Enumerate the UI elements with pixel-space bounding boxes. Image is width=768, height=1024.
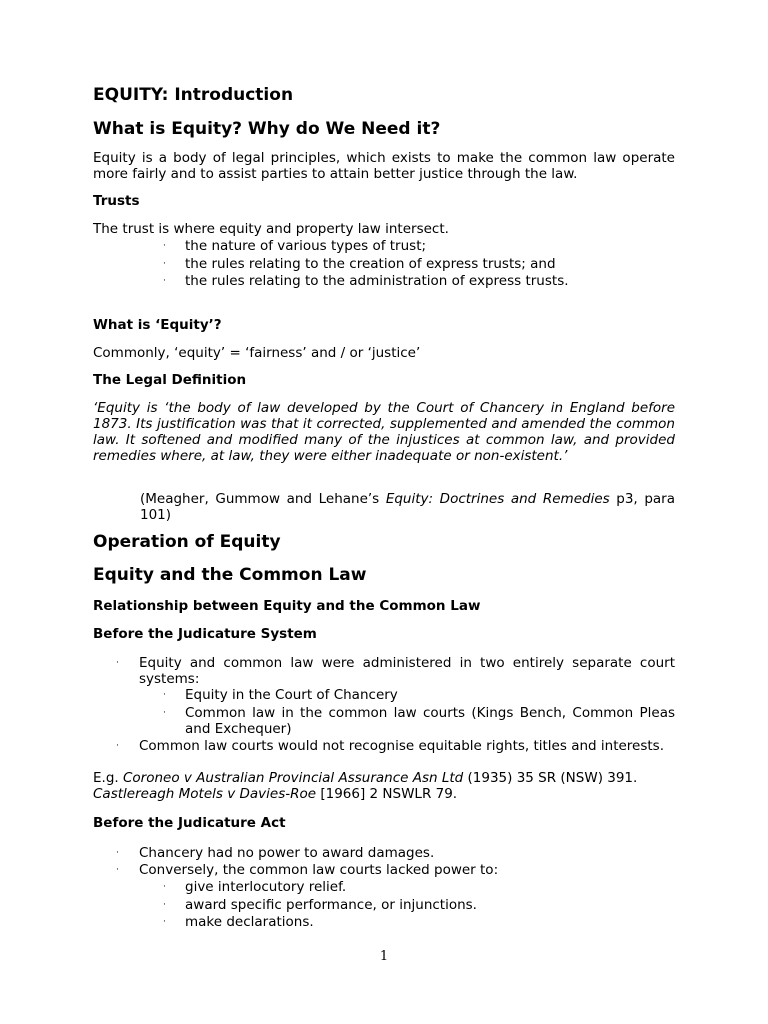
citation-post: p3, para 101) xyxy=(140,491,675,523)
bullet-icon: · xyxy=(163,900,166,910)
trusts-heading: Trusts xyxy=(93,193,140,209)
citation-book: Equity: Doctrines and Remedies xyxy=(385,491,610,507)
list-item: make declarations. xyxy=(185,914,314,930)
bullet-icon: · xyxy=(116,865,119,875)
list-item: the rules relating to the administration of express trusts. xyxy=(185,273,569,289)
bullet-icon: · xyxy=(163,917,166,927)
example-line-2 xyxy=(93,786,675,802)
bullet-icon: · xyxy=(163,241,166,251)
case-citation: [1966] 2 NSWLR 79. xyxy=(316,786,458,802)
what-is-equity-text: Commonly, ‘equity’ = ‘fairness’ and / or ‘justice’ xyxy=(93,345,421,361)
before-judicature-system-heading: Before the Judicature System xyxy=(93,626,317,642)
before-judicature-act-heading: Before the Judicature Act xyxy=(93,815,286,831)
list-item: Common law in the common law courts (Kings Bench, Common Pleas and Exchequer) xyxy=(185,705,675,737)
bullet-icon: · xyxy=(163,276,166,286)
bullet-icon: · xyxy=(116,658,119,668)
heading-what-is-equity: What is Equity? Why do We Need it? xyxy=(93,119,441,139)
case-name: Castlereagh Motels v Davies-Roe xyxy=(93,786,317,802)
legal-definition-heading: The Legal Definition xyxy=(93,372,247,388)
list-item: Common law courts would not recognise equitable rights, titles and interests. xyxy=(139,738,664,754)
what-is-equity-heading: What is ‘Equity’? xyxy=(93,317,222,333)
bullet-icon: · xyxy=(163,259,166,269)
legal-definition-quote: ‘Equity is ‘the body of law developed by the Court of Chancery in England before 1873. Its justification was that it corrected, supplemented and amended the common law. It softened and modified many of the injustices at common law, and provided remedies where, at law, they were either inadequate or non-existent.’ xyxy=(93,400,675,464)
list-item: give interlocutory relief. xyxy=(185,879,347,895)
bullet-icon: · xyxy=(116,848,119,858)
list-item: Conversely, the common law courts lacked power to: xyxy=(139,862,499,878)
relationship-heading: Relationship between Equity and the Common Law xyxy=(93,598,481,614)
trusts-intro: The trust is where equity and property law intersect. xyxy=(93,221,449,237)
list-item: the nature of various types of trust; xyxy=(185,238,427,254)
list-item: Equity and common law were administered in two entirely separate court systems: xyxy=(139,655,675,687)
bullet-icon: · xyxy=(163,708,166,718)
case-name: Coroneo v Australian Provincial Assurance Asn Ltd xyxy=(122,770,464,786)
bullet-icon: · xyxy=(163,690,166,700)
heading-operation-of-equity: Operation of Equity xyxy=(93,532,281,552)
list-item: the rules relating to the creation of express trusts; and xyxy=(185,256,556,272)
bullet-icon: · xyxy=(163,882,166,892)
heading-equity-and-common-law: Equity and the Common Law xyxy=(93,565,367,585)
list-item: Equity in the Court of Chancery xyxy=(185,687,398,703)
example-line-1 xyxy=(93,770,675,786)
citation xyxy=(140,491,675,523)
list-item: Chancery had no power to award damages. xyxy=(139,845,435,861)
doc-title: EQUITY: Introduction xyxy=(93,85,294,105)
page-number: 1 xyxy=(379,949,389,964)
bullet-icon: · xyxy=(116,741,119,751)
example-prefix: E.g. xyxy=(93,770,123,786)
citation-pre: (Meagher, Gummow and Lehane’s xyxy=(140,491,386,507)
intro-paragraph: Equity is a body of legal principles, which exists to make the common law operate more fairly and to assist parties to attain better justice through the law. xyxy=(93,150,675,182)
case-citation: (1935) 35 SR (NSW) 391. xyxy=(463,770,638,786)
list-item: award specific performance, or injunctions. xyxy=(185,897,477,913)
